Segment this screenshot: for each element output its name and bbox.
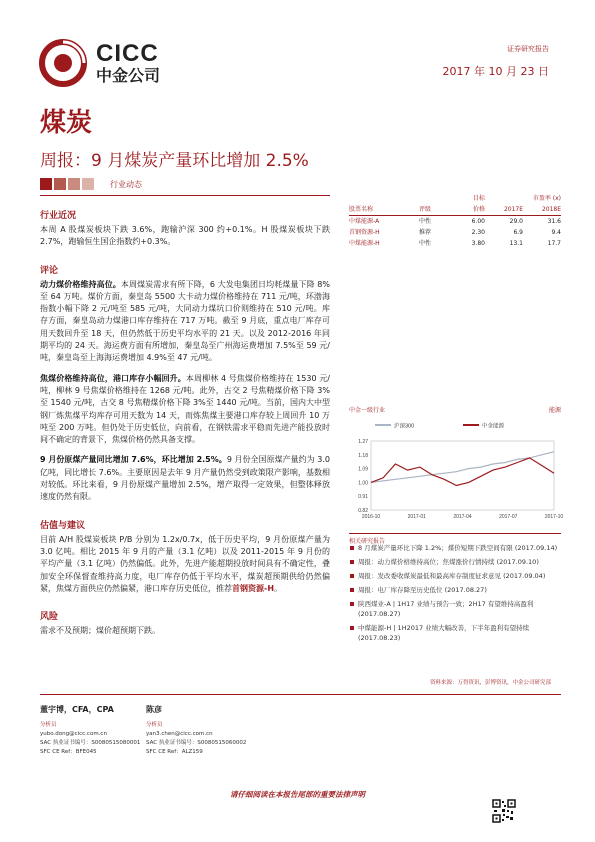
y-tick-label: 1.27 xyxy=(358,439,368,445)
section-title-valuation: 估值与建议 xyxy=(40,520,86,531)
analyst-role: 分析员 xyxy=(146,722,163,728)
recent-text: 本周 A 股煤炭板块下跌 3.6%，跑输沪深 300 约+0.1%。H 股煤炭板块下跌 2.7%，跑输恒生国企指数约+0.3%。 xyxy=(40,225,330,247)
chart-header-right: 能源 xyxy=(548,407,561,414)
stock-row xyxy=(349,238,561,249)
legend-label: 中金能源 xyxy=(482,423,505,430)
paragraph-coking-coal xyxy=(40,373,330,447)
analyst-card-2 xyxy=(146,721,246,757)
valuation-text xyxy=(40,534,330,595)
plot-frame xyxy=(371,441,554,510)
decor-bar xyxy=(40,178,104,190)
stock-target: 6.00 xyxy=(471,218,485,225)
col-target-2: 价格 xyxy=(472,206,485,213)
price-chart xyxy=(349,405,564,525)
stock-rating: 推荐 xyxy=(419,229,432,236)
related-report-item[interactable]: 周报：电厂库存降至历史低位 (2017.08.27) xyxy=(349,585,561,595)
main-column xyxy=(40,208,330,637)
analyst-name-2: 陈彦 xyxy=(146,705,162,714)
y-tick-label: 1.18 xyxy=(358,452,368,459)
stock-pe-2017e: 13.1 xyxy=(509,240,523,247)
y-tick-label: 1.00 xyxy=(358,480,368,487)
disclaimer: 请仔细阅读在本报告尾部的重要法律声明 xyxy=(230,790,365,799)
industry-tag: 行业动态 xyxy=(110,180,142,189)
sfc-number: BFE045 xyxy=(75,749,97,755)
sfc-number: ALZ159 xyxy=(181,749,203,755)
legend-label: 沪深300 xyxy=(394,423,415,430)
stock-pe-2018e: 9.4 xyxy=(551,229,561,236)
stock-table xyxy=(349,193,561,249)
stock-pe-2018e: 17.7 xyxy=(547,240,561,247)
stock-rating: 中性 xyxy=(419,240,432,247)
stock-pe-2017e: 29.0 xyxy=(509,218,523,225)
stock-name: 首钢资源-H xyxy=(349,229,380,236)
x-tick-label: 2016-10 xyxy=(361,514,381,520)
logo-en: CICC xyxy=(96,40,159,67)
y-tick-label: 1.09 xyxy=(358,466,368,473)
stock-name: 中煤能源-H xyxy=(349,240,380,247)
section-title-recent: 行业近况 xyxy=(40,211,77,221)
source-note: 资料来源：万得资讯，彭博资讯，中金公司研究部 xyxy=(430,680,552,686)
logo-text xyxy=(96,42,160,86)
sac-label: SAC 执业证书编号： xyxy=(146,740,198,746)
paragraph-body: 本周柳林 4 号焦煤价格维持在 1530 元/吨，柳林 9 号焦煤价格维持在 1268 元/吨。此外，古交 2 号焦精煤价格下降 3%至 1540 元/吨，古交 8 号焦精煤价格下降 3%至 1440 元/吨。当前，国内大中型钢厂炼焦煤平均库存可用天数为 14 天，而炼焦煤主要港口库存较上周回升 10 万吨至 200 万吨。但仍处于历史低位，向前看，在钢铁需求平稳而先进产能投放时间不确定的背景下，焦煤价格仍然具备支撑。 xyxy=(40,373,330,445)
logo-cn: 中金公司 xyxy=(96,66,161,85)
col-target-1: 目标 xyxy=(472,195,485,202)
sfc-label: SFC CE Ref： xyxy=(146,749,182,755)
related-report-item[interactable]: 8 月煤炭产量环比下降 1.2%；煤价短期下跌空间有限 (2017.09.14) xyxy=(349,543,561,553)
col-rating: 评级 xyxy=(419,206,432,213)
sfc-label: SFC CE Ref： xyxy=(40,749,76,755)
paragraph-thermal-coal xyxy=(40,279,330,365)
section-title-risk: 风险 xyxy=(40,612,59,623)
paragraph-production xyxy=(40,454,330,503)
stock-target: 3.80 xyxy=(471,240,485,247)
related-report-item[interactable]: 中煤能源-H | 1H2017 业绩大幅改善，下半年盈利有望持续 (2017.08.23) xyxy=(349,623,561,643)
related-report-item[interactable]: 周报：发改委收煤炭最低和最高库存制度征求意见 (2017.09.04) xyxy=(349,571,561,581)
recommended-stock: 首钢资源-H xyxy=(232,583,275,593)
qr-code-icon xyxy=(492,799,516,823)
y-tick-label: 0.82 xyxy=(358,508,368,514)
stock-name: 中煤能源-A xyxy=(349,218,380,225)
analyst-name-1: 董宇博，CFA，CPA xyxy=(40,705,114,714)
col-y2: 2018E xyxy=(541,206,561,213)
analyst-email[interactable]: yubo.dong@cicc.com.cn xyxy=(40,731,107,737)
sac-number: S0080515060002 xyxy=(197,740,247,746)
x-tick-label: 2017-07 xyxy=(499,514,518,520)
related-report-item[interactable]: 陕西煤业-A | 1H17 业绩与预告一致；2H17 有望维持高盈利 (2017.08.27) xyxy=(349,599,561,619)
col-name: 股票名称 xyxy=(349,206,374,213)
x-tick-label: 2017-01 xyxy=(407,514,426,520)
report-date: 2017 年 10 月 23 日 xyxy=(442,65,549,78)
series-line xyxy=(371,452,554,483)
sac-label: SAC 执业证书编号： xyxy=(40,740,92,746)
analyst-email[interactable]: yan3.chen@cicc.com.cn xyxy=(146,731,213,737)
cicc-logo-icon xyxy=(40,40,86,86)
related-heading: 相关研究报告 xyxy=(349,533,561,545)
section-title-comment: 评论 xyxy=(40,265,59,276)
divider xyxy=(40,195,330,196)
paragraph-lead: 9 月份原煤产量同比增加 7.6%，环比增加 2.5%。 xyxy=(40,455,227,465)
page-title: 周报：9 月煤炭产量环比增加 2.5% xyxy=(40,151,309,171)
valuation-body: 目前 A/H 股煤炭板块 P/B 分别为 1.2x/0.7x，低于历史平均，9 月份原煤产量为 3.0 亿吨。相比 2015 年 9 月的产量（3.1 亿吨）以及 2011-2015 年 9 月份的平均产量（3.1 亿吨）仍然偏低。此外，先进产能超期投放时间具有不确定性，叠加安全环保督查维持高力度，电厂库存仍低于平均水平，煤炭超预期供给仍然偏紧，焦煤方面供应仍然偏紧，港口库存历史低位，推荐 xyxy=(40,534,330,593)
report-type: 证券研究报告 xyxy=(507,45,549,53)
stock-pe-2018e: 31.6 xyxy=(547,218,561,225)
stock-target: 2.30 xyxy=(471,229,485,236)
risk-text: 需求不及预期；煤价超预期下跌。 xyxy=(40,626,160,636)
paragraph-body: 本周煤炭需求有所下降，6 大发电集团日均耗煤量下降 8%至 64 万吨。煤价方面，秦皇岛 5500 大卡动力煤价格维持在 711 元/吨，环渤海指数小幅下降 2 元/吨至 585 元/吨，大同动力煤坑口价则维持在 510 元/吨。库存方面，秦皇岛动力煤港口库存维持在 717 万吨。截至 9 月底，重点电厂库存可用天数回升至 18 天，但仍然低于历史平均水平的 21 天。以及 2012-2016 年同期平均的 24 天。海运费方面有所增加，秦皇岛至广州海运费增加 7.5%至 59 元/吨，秦皇岛至上海海运费增加 4.9%至 47 元/吨。 xyxy=(40,279,331,363)
chart-header-left: 中金一级行业 xyxy=(349,407,386,414)
col-pe: 市盈率 (x) xyxy=(532,195,561,202)
series-line xyxy=(371,458,554,486)
sac-number: S0080515080001 xyxy=(91,740,141,746)
paragraph-body: 9 月份全国原煤产量约为 3.0 亿吨，同比增长 7.6%。主要原因是去年 9 月产量仍然受到政策限产影响，基数相对较低。环比来看，9 月份原煤产量增加 2.5%，增产取得一定效果，但整体释放速度仍然有限。 xyxy=(40,455,330,502)
chart-svg xyxy=(349,415,564,525)
valuation-end: 。 xyxy=(274,583,283,593)
analyst-card-1 xyxy=(40,721,140,757)
stock-row xyxy=(349,227,561,238)
related-report-item[interactable]: 周报：动力煤价格维持高位；焦煤涨价行情持续 (2017.09.10) xyxy=(349,557,561,567)
related-list xyxy=(349,543,561,647)
divider-analyst xyxy=(40,694,561,695)
paragraph-lead: 焦煤价格维持高位，港口库存小幅回升。 xyxy=(40,373,186,383)
sector-title: 煤炭 xyxy=(40,108,93,138)
stock-pe-2017e: 6.9 xyxy=(513,229,523,236)
stock-rating: 中性 xyxy=(419,218,432,225)
stock-row xyxy=(349,216,561,228)
x-tick-label: 2017-10 xyxy=(544,514,564,520)
paragraph-lead: 动力煤价格维持高位。 xyxy=(40,279,121,289)
y-tick-label: 0.91 xyxy=(358,494,368,501)
col-y1: 2017E xyxy=(503,206,523,213)
x-tick-label: 2017-04 xyxy=(453,514,472,520)
analyst-role: 分析员 xyxy=(40,722,57,728)
